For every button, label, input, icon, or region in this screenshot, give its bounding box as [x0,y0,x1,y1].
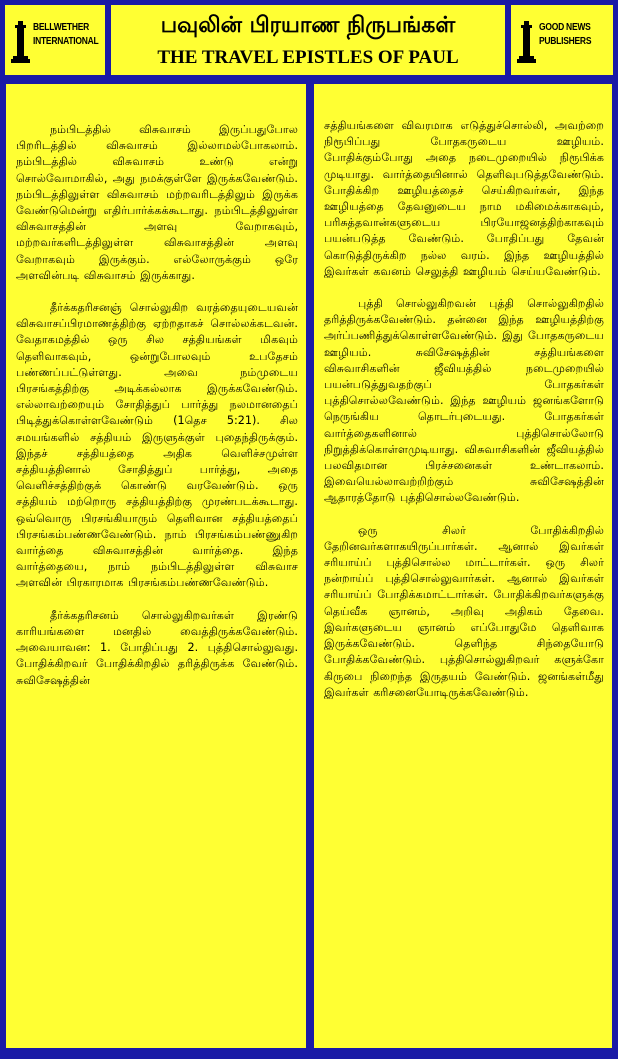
logo-line-2: PUBLISHERS [539,36,592,47]
good-news-logo [517,19,609,65]
left-logo-box [3,3,107,77]
title-english: THE TRAVEL EPISTLES OF PAUL [157,47,459,68]
title-tamil: பவுலின் பிரயாண நிருபங்கள் [160,13,456,38]
paragraph: சத்தியங்களை விவரமாக எடுத்துச்சொல்லி, அவற்றை நிரூபிப்பது போதகருடைய ஊழியம். போதிக்கும்போது அதை நடைமுறையில் நிரூபிக்க முடியாது. வார்த்தையினால் தெளிவுபடுத்தவேண்டும். போதிக்கிற ஊழியத்தைச் செய்கிறவர்கள், இந்த ஊழியத்தை தேவனுடைய நாம மகிமைக்காகவும், பரிசுத்தவான்களுடைய பிரயோஜனத்திற்காகவும் பயன்படுத்த வேண்டும். போதிப்பது தேவன் கொடுத்திருக்கிற நல்ல வரம். இந்த ஊழியத்தில் இவர்கள் கவனம் செலுத்தி ஊழியம் செய்யவேண்டும். [324,119,604,278]
logo-line-1: BELLWETHER [33,22,90,33]
paragraph: ஒரு சிலர் போதிக்கிறதில் தேறினவர்களாகயிருப்பார்கள். ஆனால் இவர்கள் சரியாய்ப் புத்திசொல்ல மாட்டார்கள். ஒரு சிலர் நன்றாய்ப் புத்திசொல்லுவார்கள். ஆனால் இவர்கள் சரியாய்ப் போதிக்கமாட்டார்கள். போதிக்கிறவர்களுக்கு தெய்வீக ஞானம், அறிவு அதிகம் தேவை. இவர்களுடைய ஞானம் எப்போதுமே தெளிவாக இருக்கவேண்டும். தெளிந்த சிந்தையோடு போதிக்கவேண்டும். புத்திசொல்லுகிறவர் களுக்கோ கிருபை நிறைந்த இருதயம் வேண்டும். ஜனங்கள்மீது இவர்கள் கரிசனையோடிருக்கவேண்டும். [324,523,604,699]
bellwether-logo [11,19,103,65]
header-banner [3,3,615,77]
right-logo-box [509,3,615,77]
logo-line-1: GOOD NEWS [539,22,591,33]
paragraph: நம்பிடத்தில் விசுவாசம் இருப்பதுபோல பிறரிடத்தில் விசுவாசம் இல்லாமல்போகலாம். நம்பிடத்தில் விசுவாசம் உண்டு என்று சொல்வோமாகில், அது நமக்குள்ளே இருக்கவேண்டும். நம்பிடத்திலுள்ள விசுவாசம் மற்றவரிடத்திலும் இருக்க வேண்டுமென்று எதிர்பார்க்கக்கூடாது. நம்பிடத்திலுள்ள விசுவாசத்தின் அளவு வேறாகவும், மற்றவர்களிடத்திலுள்ள விசுவாசத்தின் அளவு வேறாகவும் இருக்கும். எல்லோருக்கும் ஒரே அளவின்படி விசுவாசம் இருக்காது. [16,123,298,282]
title-box [109,3,507,77]
column-body [16,122,298,705]
pillar-logo-icon [517,19,537,65]
paragraph: தீர்க்கதரிசனம் சொல்லுகிறவர்கள் இரண்டு காரியங்களை மனதில் வைத்திருக்கவேண்டும். அவையாவன: 1. போதிப்பது 2. புத்திசொல்லுவது. போதிக்கிறவர் போதிக்கிறதில் தரித்திருக்க வேண்டும். சுவிசேஷத்தின் [16,608,298,687]
column-body [324,118,604,717]
paragraph: தீர்க்கதரிசனஞ் சொல்லுகிற வரத்தையுடையவன் விசுவாசப்பிரமாணத்திற்கு ஏற்றதாகச் சொல்லக்கடவன். வேதாகமத்தில் ஒரு சில சத்தியங்கள் மிகவும் தெளிவாகவும், ஒன்றுபோலவும் உபதேசம் பண்ணப்பட்டுள்ளது. அவை நம்முடைய பிரசங்கத்திற்கு அடிக்கல்லாக இருக்கவேண்டும். எல்லாவற்றையும் சோதித்துப் பார்த்து நலமானதைப் பிடித்துக்கொள்ளவேண்டும் (1தெச 5:21). சில சமயங்களில் சத்தியம் இருளுக்குள் புதைந்திருக்கும். இந்தச் சத்தியத்தை அதிக வெளிச்சமுள்ள சத்தியத்தினால் சோதித்துப் பார்த்து, அதை வெளிச்சத்திற்குக் கொண்டு வரவேண்டும். ஒரு சத்தியம் மற்றொரு சத்தியத்திற்கு முரண்படக்கூடாது. ஒவ்வொரு பிரசங்கியாரும் தெளிவான சத்தியத்தைப் பிரசங்கம்பண்ணவேண்டும். நாம் பிரசங்கம்பண்ணுகிற வார்த்தை விசுவாசத்தின் வார்த்தை. இந்த வார்த்தையை, நாம் நம்பிடத்திலுள்ள விசுவாச அளவின் பிரகாரமாக பிரசங்கம்பண்ணவேண்டும். [16,301,298,590]
text-column-right [312,82,614,1050]
logo-line-2: INTERNATIONAL [33,36,99,47]
text-column-left [4,82,308,1050]
paragraph: புத்தி சொல்லுகிறவன் புத்தி சொல்லுகிறதில் தரித்திருக்கவேண்டும். தன்னை இந்த ஊழியத்திற்கு அர்ப்பணித்துக்கொள்ளவேண்டும். இது போதகருடைய ஊழியம். சுவிசேஷத்தின் சத்தியங்களை விசுவாசிகளின் ஜீவியத்தில் நடைமுறையில் பயன்படுத்துவதற்குப் போதகர்கள் புத்திசொல்லவேண்டும். இந்த ஊழியம் ஜனங்களோடு நெருங்கிய தொடர்புடையது. போதகர்கள் வார்த்தைகளினால் புத்திசொல்லோடு நிறுத்திக்கொள்ளமுடியாது. விசுவாசிகளின் ஜீவியத்தில் பலவிதமான பிரச்சனைகள் உண்டாகலாம். இவையெல்லாவற்றிற்கும் சுவிசேஷத்தின் ஆதாரத்தோடு புத்திசொல்லவேண்டும். [324,297,604,505]
pillar-logo-icon [11,19,31,65]
